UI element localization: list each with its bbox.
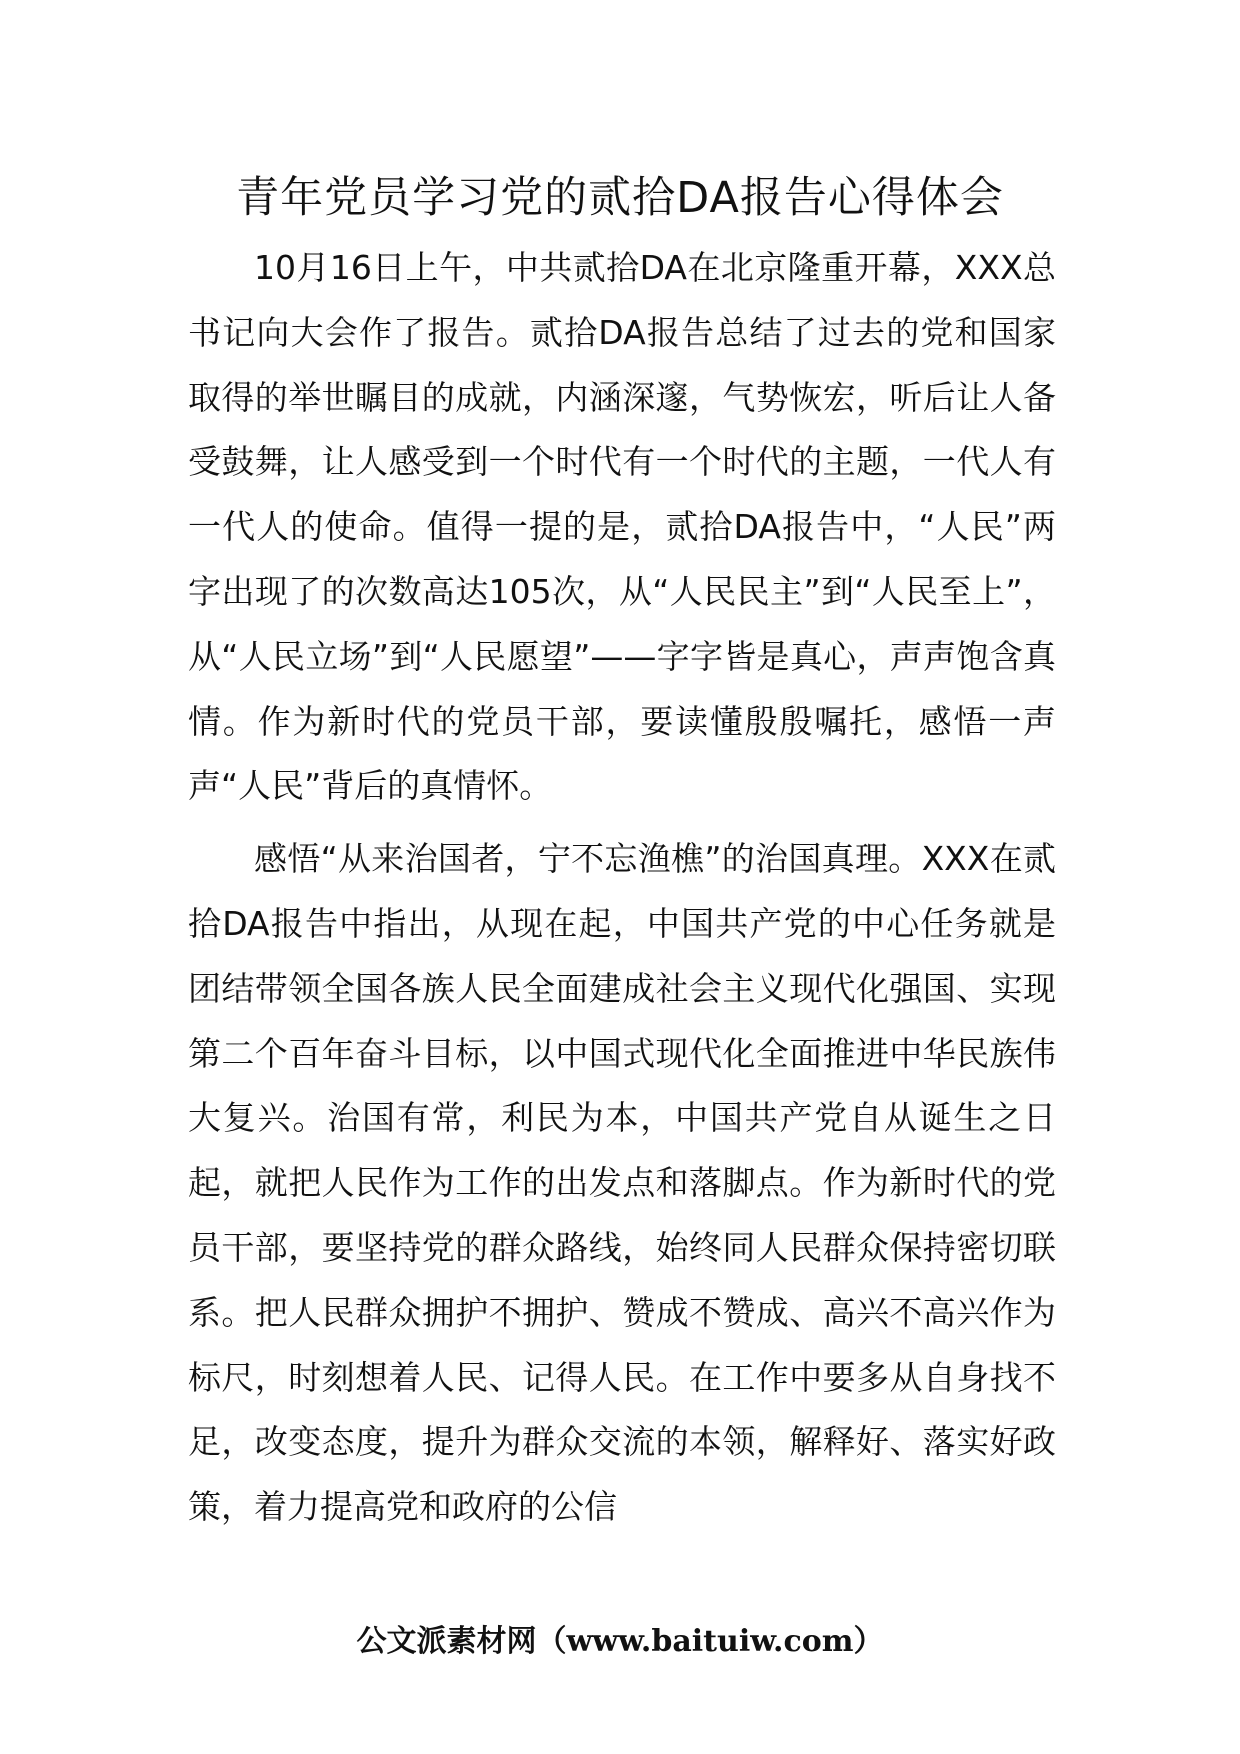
- paragraph-2: 感悟“从来治国者，宁不忘渔樵”的治国真理。XXX在贰拾DA报告中指出，从现在起，中国共产党的中心任务就是团结带领全国各族人民全面建成社会主义现代化强国、实现第二个百年奋斗目标，以中国式现代化全面推进中华民族伟大复兴。治国有常，利民为本，中国共产党自从诞生之日起，就把人民作为工作的出发点和落脚点。作为新时代的党员干部，要坚持党的群众路线，始终同人民群众保持密切联系。把人民群众拥护不拥护、赞成不赞成、高兴不高兴作为标尺，时刻想着人民、记得人民。在工作中要多从自身找不足，改变态度，提升为群众交流的本领，解释好、落实好政策，着力提高党和政府的公信: [188, 839, 1056, 1527]
- paragraph-1: 10月16日上午，中共贰拾DA在北京隆重开幕，XXX总书记向大会作了报告。贰拾DA报告总结了过去的党和国家取得的举世瞩目的成就，内涵深邃，气势恢宏，听后让人备受鼓舞，让人感受到一个时代有一个时代的主题，一代人有一代人的使命。值得一提的是，贰拾DA报告中，“人民”两字出现了的次数高达105次，从“人民民主”到“人民至上”，从“人民立场”到“人民愿望”——字字皆是真心，声声饱含真情。作为新时代的党员干部，要读懂殷殷嘱托，感悟一声声“人民”背后的真情怀。: [188, 248, 1056, 806]
- document-body: [188, 236, 1056, 1540]
- footer-watermark: 公文派素材网（www.baituiw.com）: [356, 1624, 884, 1659]
- document-title: 青年党员学习党的贰拾DA报告心得体会: [236, 173, 1004, 223]
